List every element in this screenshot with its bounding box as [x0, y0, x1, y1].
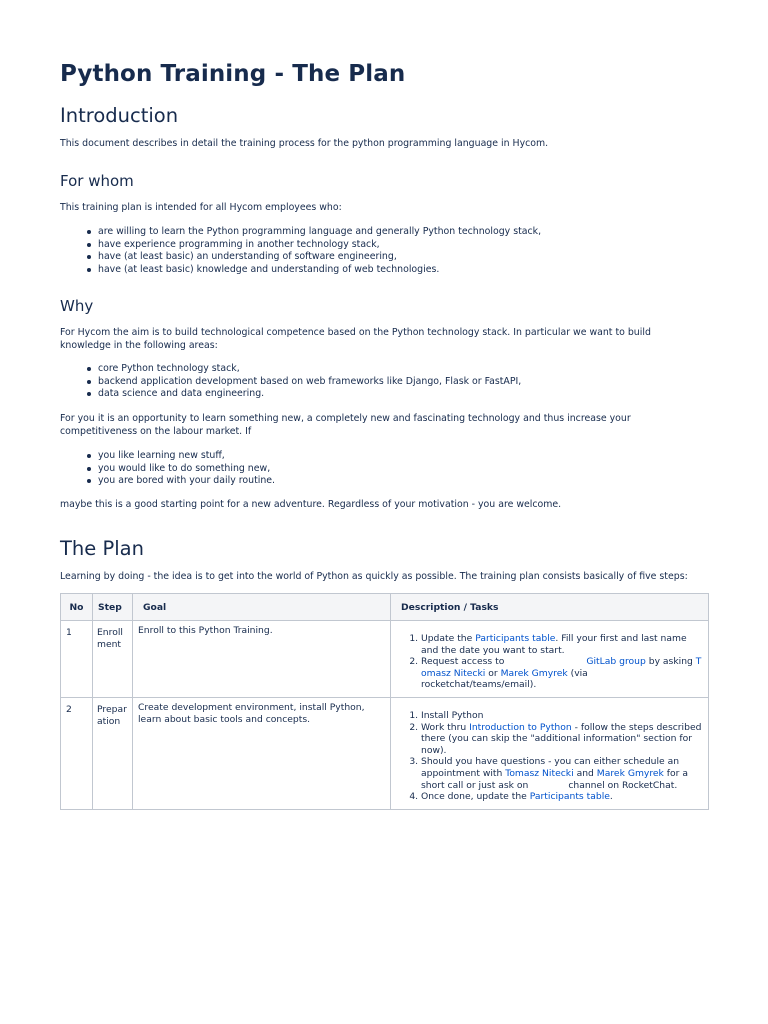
plan-heading: The Plan — [60, 537, 144, 560]
task-text: Once done, update the — [421, 791, 530, 803]
why-areas-list — [98, 363, 521, 401]
cell-no: 1 — [61, 621, 93, 698]
why-text-3: maybe this is a good starting point for a new adventure. Regardless of your motivation - you are welcome. — [60, 499, 562, 510]
column-header-no: No — [61, 594, 93, 621]
task-text: Request access to — [421, 656, 505, 668]
page-title: Python Training - The Plan — [60, 61, 406, 87]
table-header-row — [61, 594, 709, 621]
task-list — [396, 710, 703, 803]
task-text: by asking — [645, 656, 696, 668]
table-row — [61, 621, 709, 698]
list-item: core Python technology stack, — [98, 363, 521, 376]
list-item: you are bored with your daily routine. — [98, 475, 276, 486]
column-header-step: Step — [93, 594, 133, 621]
task-text: . — [609, 791, 613, 803]
list-item: backend application development based on web frameworks like Django, Flask or FastAPI, — [98, 375, 522, 387]
why-text-1: For Hycom the aim is to build technological competence based on the Python technology stack. In particular we want to build knowledge in the following areas: — [60, 327, 651, 351]
task-text: Update the — [421, 633, 476, 644]
participants-table-link[interactable]: Participants table — [529, 791, 610, 803]
task-text: Should you have questions - you can either schedule an appointment with — [421, 756, 680, 779]
cell-step: Enrollment — [93, 621, 133, 698]
table-row — [61, 697, 709, 809]
task-item: 1. Install Python — [421, 710, 703, 722]
cell-description — [391, 621, 709, 698]
marek-gmyrek-link[interactable]: Marek Gmyrek — [596, 767, 664, 779]
list-item: are willing to learn the Python programming language and generally Python technology stack, — [98, 226, 542, 237]
task-text: for a short call or just ask on — [421, 767, 688, 791]
column-header-goal: Goal — [133, 594, 391, 621]
list-item: have (at least basic) knowledge and understanding of web technologies. — [98, 264, 541, 277]
gitlab-group-link[interactable]: GitLab group — [586, 656, 646, 668]
tomasz-nitecki-link[interactable]: Tomasz Nitecki — [421, 656, 702, 679]
for-whom-heading: For whom — [60, 172, 134, 190]
list-item: you would like to do something new, — [98, 463, 275, 476]
marek-gmyrek-link[interactable]: Marek Gmyrek — [500, 667, 568, 679]
plan-table — [60, 593, 709, 810]
plan-text: Learning by doing - the idea is to get into the world of Python as quickly as possible. The training plan consists basically of five steps: — [60, 571, 688, 582]
why-reasons-list — [98, 450, 275, 488]
list-item: you like learning new stuff, — [98, 450, 275, 463]
task-text: channel on RocketChat. — [568, 779, 678, 791]
task-text: Work thru — [421, 721, 470, 733]
task-list — [396, 633, 703, 691]
intro-heading: Introduction — [60, 104, 179, 127]
cell-step: Preparation — [93, 697, 133, 809]
task-item — [421, 633, 703, 656]
why-heading: Why — [60, 297, 94, 315]
task-item — [421, 656, 703, 691]
cell-no: 2 — [61, 697, 93, 809]
participants-table-link[interactable]: Participants table — [475, 633, 556, 644]
list-item: have (at least basic) an understanding of software engineering, — [98, 251, 541, 264]
cell-description — [391, 697, 709, 809]
tomasz-nitecki-link[interactable]: Tomasz Nitecki — [505, 767, 574, 779]
task-item — [421, 791, 703, 803]
list-item: data science and data engineering. — [98, 388, 521, 401]
task-text: - follow the steps described there (you can skip the "additional information" section for now). — [421, 721, 702, 756]
for-whom-list — [98, 226, 541, 276]
task-text: . Fill your first and last name and the date you want to start. — [421, 633, 687, 656]
intro-to-python-link[interactable]: Introduction to Python — [469, 721, 572, 733]
cell-goal: Enroll to this Python Training. — [133, 621, 391, 698]
column-header-description: Description / Tasks — [391, 594, 709, 621]
for-whom-text: This training plan is intended for all Hycom employees who: — [60, 202, 342, 213]
task-text: or — [485, 667, 501, 679]
why-text-2: For you it is an opportunity to learn something new, a completely new and fascinating technology and thus increase your competitiveness on the labour market. If — [60, 413, 631, 437]
task-item — [421, 756, 703, 791]
task-text: (via rocketchat/teams/email). — [421, 667, 588, 691]
cell-goal: Create development environment, install Python, learn about basic tools and concepts. — [133, 697, 391, 809]
list-item: have experience programming in another technology stack, — [98, 239, 541, 252]
intro-text: This document describes in detail the training process for the python programming language in Hycom. — [60, 138, 549, 149]
task-item — [421, 722, 703, 757]
task-text: and — [573, 767, 597, 779]
